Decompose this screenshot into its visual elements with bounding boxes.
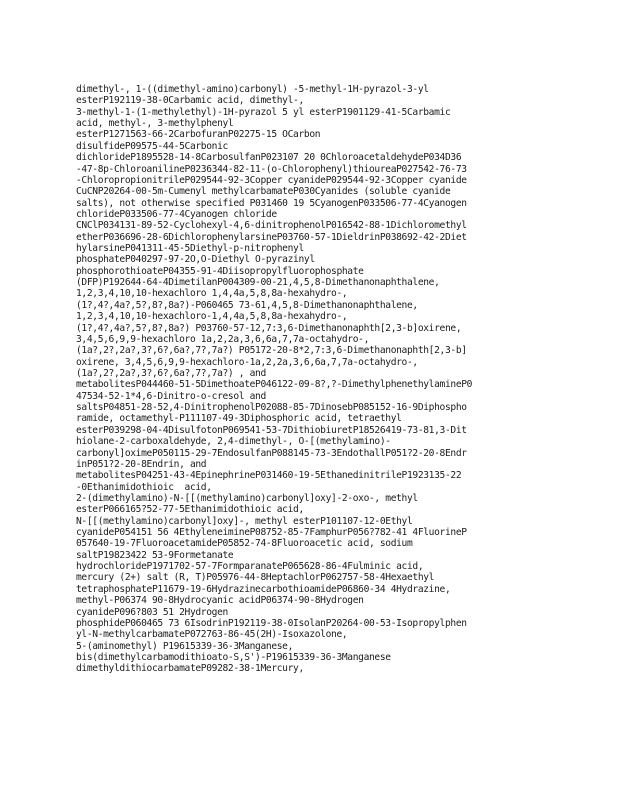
text-line: esterP066165?52-77-5Ethanimidothioic acid, bbox=[76, 504, 304, 516]
text-line: mercury (2+) salt (R, T)P05976-44-8HeptachlorP062757-58-4Hexaethyl bbox=[76, 572, 435, 584]
text-line: hydrochlorideP1971702-57-7FormparanateP065628-86-4Fulminic acid, bbox=[76, 561, 424, 573]
text-line: 3-methyl-1-(1-methylethyl)-1H-pyrazol 5 yl esterP1901129-41-5Carbamic bbox=[76, 106, 451, 118]
text-line: tetraphosphateP11679-19-6HydrazinecarbothioamideP06860-34 4Hydrazine, bbox=[76, 583, 451, 595]
text-line: hiolane-2-carboxaldehyde, 2,4-dimethyl-, O-[(methylamino)- bbox=[76, 436, 391, 448]
text-line bbox=[76, 675, 611, 686]
text-line: oxirene, 3,4,5,6,9,9-hexachloro-1a,2,2a,3,6,6a,7,7a-octahydro-, bbox=[76, 356, 418, 368]
text-line: yl-N-methylcarbamateP072763-86-45(2H)-Isoxazolone, bbox=[76, 629, 348, 641]
text-line: dichlorideP1895528-14-8CarbosulfanP023107 20 0ChloroacetaldehydeP034D36 bbox=[76, 152, 462, 164]
text-line: phosphorothioateP04355-91-4Diisopropylfluorophosphate bbox=[76, 265, 364, 277]
text-line: 057640-19-7FluoroacetamideP05852-74-8Fluoroacetic acid, sodium bbox=[76, 538, 413, 550]
text-line: metabolitesP044460-51-5DimethoateP046122-09-8?,?-DimethylphenethylamineP0 bbox=[76, 379, 473, 391]
text-line: bis(dimethylcarbamodithioato-S,S')-P19615339-36-3Manganese bbox=[76, 651, 391, 663]
text-line: (1a?,2?,2a?,3?,6?,6a?,7?,7a?) P05172-20-8*2,7:3,6-Dimethanonaphth[2,3-b] bbox=[76, 345, 467, 357]
text-line: disulfideP09575-44-5Carbonic bbox=[76, 140, 228, 152]
text-line: esterP192119-38-0Carbamic acid, dimethyl-, bbox=[76, 95, 304, 107]
text-line: (1?,4?,4a?,5?,8?,8a?) P03760-57-12,7:3,6-Dimethanonaphth[2,3-b]oxirene, bbox=[76, 322, 462, 334]
text-line: (1a?,2?,2a?,3?,6?,6a?,7?,7a?) , and bbox=[76, 367, 266, 379]
text-line: chlorideP033506-77-4Cyanogen chloride bbox=[76, 208, 277, 220]
text-line: N-[[(methylamino)carbonyl]oxy]-, methyl esterP101107-12-0Ethyl bbox=[76, 515, 413, 527]
text-line: dimethyl-, 1-((dimethyl-amino)carbonyl) -5-methyl-1H-pyrazol-3-yl bbox=[76, 84, 429, 95]
text-line: ramide, octamethyl-P111107-49-3Diphosphoric acid, tetraethyl bbox=[76, 413, 402, 425]
text-line: cyanideP054151 56 4EthyleneimineP08752-85-7FamphurP056?782-41 4FluorineP bbox=[76, 527, 467, 539]
text-line: etherP036696-28-6DichlorophenylarsineP03760-57-1DieldrinP038692-42-2Diet bbox=[76, 231, 467, 243]
text-line: 5-(aminomethyl) P19615339-36-3Manganese, bbox=[76, 640, 294, 652]
text-line: 2-(dimethylamino)-N-[[(methylamino)carbonyl]oxy]-2-oxo-, methyl bbox=[76, 492, 418, 504]
text-line: acid, methyl-, 3-methylphenyl bbox=[76, 118, 234, 130]
text-line: 3,4,5,6,9,9-hexachloro 1a,2,2a,3,6,6a,7,7a-octahydro-, bbox=[76, 333, 370, 345]
text-line: 1,2,3,4,10,10-hexachloro 1,4,4a,5,8,8a-hexahydro-, bbox=[76, 288, 348, 300]
text-line: salts), not otherwise specified P031460 19 5CyanogenP033506-77-4Cyanogen bbox=[76, 197, 467, 209]
text-line: esterP1271563-66-2CarbofuranP02275-15 OCarbon bbox=[76, 129, 321, 141]
text-line: saltP19823422 53-9Formetanate bbox=[76, 549, 234, 561]
text-line: 47534-52-1*4,6-Dinitro-o-cresol and bbox=[76, 390, 266, 402]
text-line: methyl-P06374 90-8Hydrocyanic acidP06374-90-8Hydrogen bbox=[76, 595, 364, 607]
text-line: CuCNP20264-00-5m-Cumenyl methylcarbamateP030Cyanides (soluble cyanide bbox=[76, 186, 451, 198]
text-line: metabolitesP04251-43-4EpinephrineP031460-19-5EthanedinitrileP1923135-22 bbox=[76, 470, 462, 482]
text-line: inP051?2-20-8Endrin, and bbox=[76, 458, 207, 470]
text-line: -0Ethanimidothioic acid, bbox=[76, 481, 212, 493]
text-line: dimethyldithiocarbamateP09282-38-1Mercury, bbox=[76, 663, 304, 675]
text-line: esterP039298-04-4DisulfotonP069541-53-7DithiobiuretP18526419-73-81,3-Dit bbox=[76, 424, 467, 436]
text-line: hylarsineP041311-45-5Diethyl-p-nitrophenyl bbox=[76, 243, 304, 255]
text-line: carbonyl]oximeP050115-29-7EndosulfanP088145-73-3EndothallP051?2-20-8Endr bbox=[76, 447, 467, 459]
text-line: cyanideP096?803 51 2Hydrogen bbox=[76, 606, 228, 618]
text-line: -ChloropropionitrileP029544-92-3Copper cyanideP029544-92-3Copper cyanide bbox=[76, 174, 467, 186]
text-line: saltsP04851-28-52,4-DinitrophenolP02088-85-7DinosebP085152-16-9Diphospho bbox=[76, 402, 467, 414]
hazardous-waste-list-text bbox=[76, 84, 611, 686]
text-line: CNClP034131-89-52-Cyclohexyl-4,6-dinitrophenolP016542-88-1Dichloromethyl bbox=[76, 220, 467, 232]
text-line: (DFP)P192644-64-4DimetilanP004309-00-21,4,5,8-Dimethanonaphthalene, bbox=[76, 277, 440, 289]
text-line: (1?,4?,4a?,5?,8?,8a?)-P060465 73-61,4,5,8-Dimethanonaphthalene, bbox=[76, 299, 418, 311]
text-line: phosphideP060465 73 6IsodrinP192119-38-0IsolanP20264-00-53-Isopropylphen bbox=[76, 617, 467, 629]
text-line: -47-8p-ChloroanilineP0236344-82-11-(o-Chlorophenyl)thioureaP027542-76-73 bbox=[76, 163, 467, 175]
text-line: 1,2,3,4,10,10-hexachloro-1,4,4a,5,8,8a-hexahydro-, bbox=[76, 311, 348, 323]
text-line: phosphateP040297-97-2O,O-Diethyl O-pyrazinyl bbox=[76, 254, 315, 266]
